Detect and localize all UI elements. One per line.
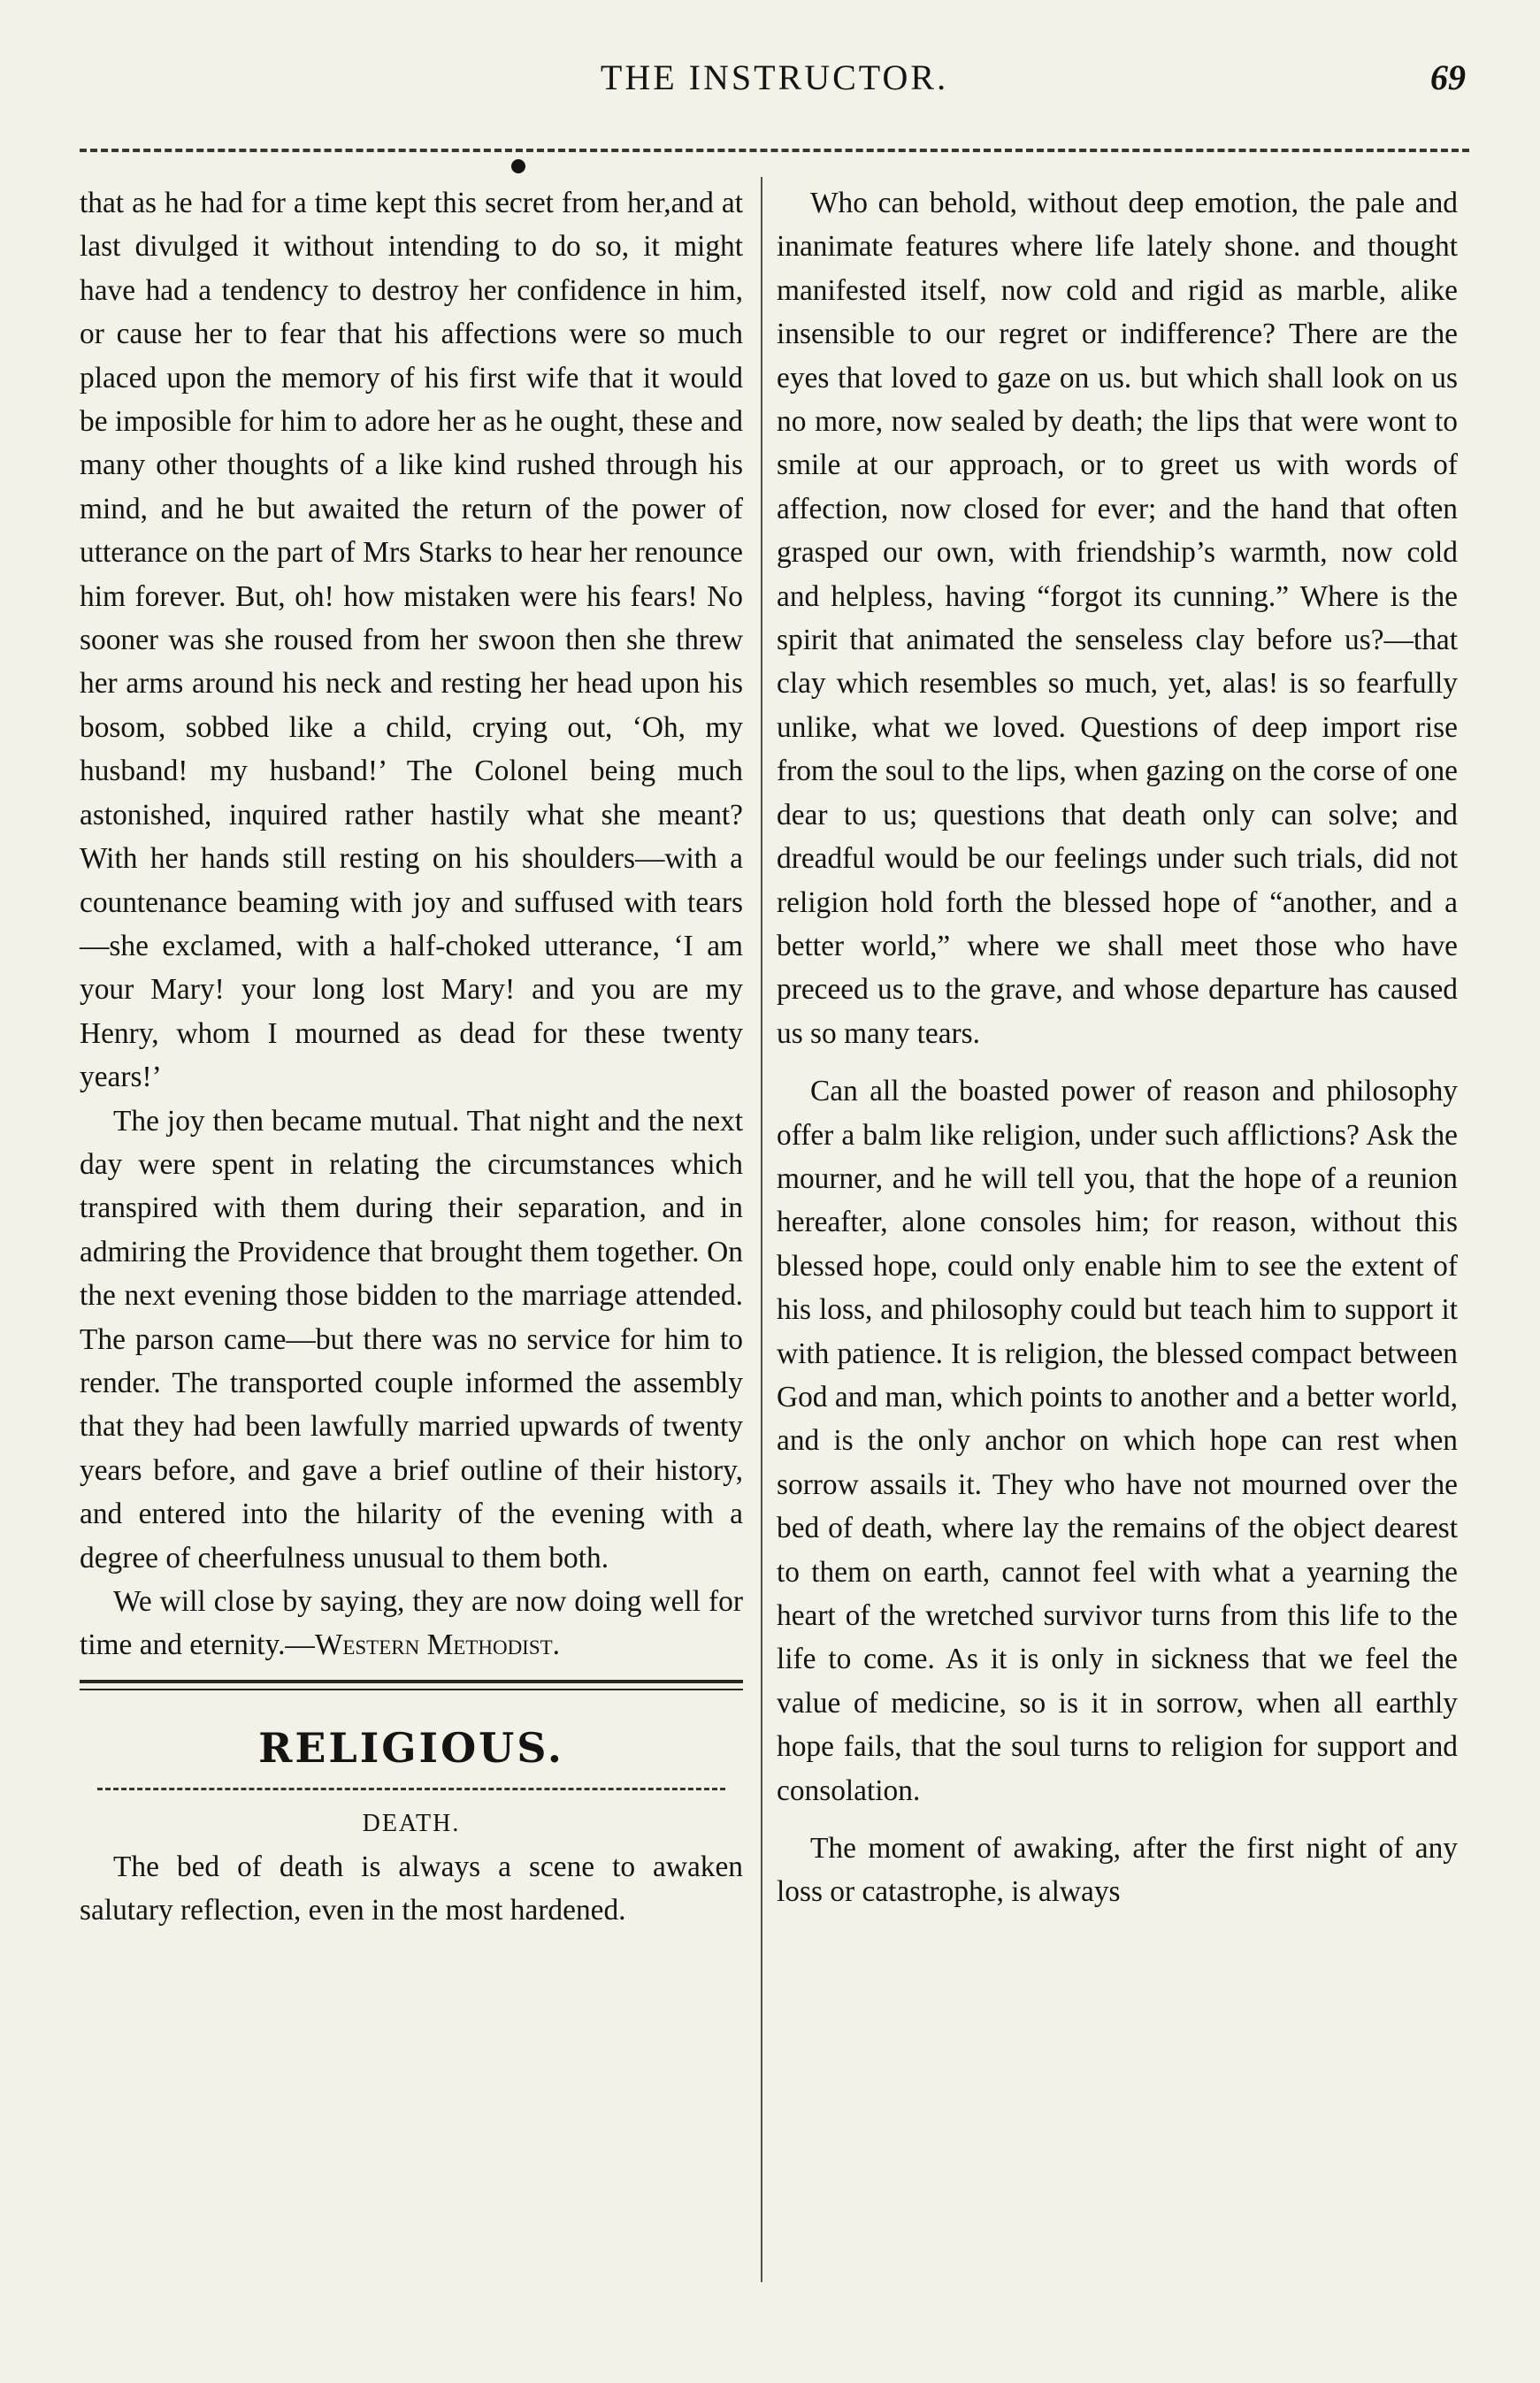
page-number: 69 (1430, 57, 1466, 97)
right-column (777, 181, 1458, 1914)
paragraph-behold: Who can behold, without deep emotion, the pale and inanimate features where life lately shone. and thought manifested itself, now cold and rigid as marble, alike insensible to our regret or indifference? There are the eyes that loved to gaze on us. but which shall look on us no more, now sealed by death; the lips that were wont to smile at our approach, or to greet us with words of affection, now closed for ever; and the hand that often grasped our own, with friendship’s warmth, now cold and helpless, having “forgot its cunning.” Where is the spirit that animated the senseless clay before us?—that clay which resembles so much, yet, alas! is so fearfully unlike, what we loved. Questions of deep import rise from the soul to the lips, when gazing on the corse of one dear to us; questions that death only can solve; and dreadful would be our feelings under such trials, did not religion hold forth the blessed hope of “another, and a better world,” where we shall meet those who have preceed us to the grave, and whose departure has caused us so many tears. (777, 187, 1458, 1050)
page-header (71, 57, 1478, 119)
running-head: THE INSTRUCTOR. (600, 57, 949, 97)
source-credit: Western Methodist. (314, 1628, 561, 1662)
paragraph-reason: Can all the boasted power of reason and philosophy offer a balm like religion, under such afflictions? Ask the mourner, and he will tell you, that the hope of a reunion hereafter, alone consoles him; for reason, without this blessed hope, could only enable him to see the extent of his loss, and philosophy could but teach him to support it with patience. It is religion, the blessed compact between God and man, which points to another and a better world, and is the only anchor on which hope can rest when sorrow assails it. They who have not mourned over the bed of death, where lay the remains of the object dearest to them on earth, cannot feel with what a yearning the heart of the wretched survivor turns from this life to the life to come. As it is only in sickness that we feel the value of medicine, so is it in sorrow, when all earthly hope fails, that the soul turns to religion for support and consolation. (777, 1075, 1458, 1807)
section-sub-rule (97, 1788, 725, 1790)
header-rule (80, 149, 1469, 152)
column-divider (761, 177, 762, 2282)
paragraph-joy: The joy then became mutual. That night and the next day were spent in relating the circumstances which transpired with them during their separation, and in admiring the Providence that brought them together. On the next evening those bidden to the marriage attended. The parson came—but there was no service for him to render. The transported couple informed the assembly that they had been lawfully married upwards of twenty years before, and gave a brief outline of their history, and entered into the hilarity of the evening with a degree of cheerfulness unusual to them both. (80, 1104, 743, 1575)
section-rule (80, 1680, 743, 1690)
continued-paragraph: that as he had for a time kept this secret from her,and at last divulged it without intending to do so, it might have had a tendency to destroy her confidence in him, or cause her to fear that his affections were so much placed upon the memory of his first wife that it would be imposible for him to adore her as he ought, these and many other thoughts of a like kind rushed through his mind, and he but awaited the return of the power of utterance on the part of Mrs Starks to hear her renounce him forever. But, oh! how mistaken were his fears! No sooner was she roused from her swoon then she threw her arms around his neck and resting her head upon his bosom, sobbed like a child, crying out, ‘Oh, my husband! my husband!’ The Colonel being much astonished, inquired rather hastily what she meant? With her hands still resting on his shoulders—with a countenance beaming with joy and suffused with tears—she exclamed, with a half-choked utterance, ‘I am your Mary! your long lost Mary! and you are my Henry, whom I mourned as dead for these twenty years!’ (80, 187, 743, 1094)
paragraph-closing (80, 1580, 743, 1667)
paragraph-awaking: The moment of awaking, after the first night of any loss or catastrophe, is always (777, 1832, 1458, 1909)
ornament-dot (511, 159, 525, 173)
section-title: RELIGIOUS. (258, 1723, 564, 1772)
article-title: DEATH. (362, 1809, 461, 1837)
left-column (80, 181, 743, 1933)
closing-text: We will close by saying, they are now doing well for time and eternity.— (80, 1585, 743, 1662)
article-opening: The bed of death is always a scene to awaken salutary reflection, even in the most hardened. (80, 1850, 743, 1927)
